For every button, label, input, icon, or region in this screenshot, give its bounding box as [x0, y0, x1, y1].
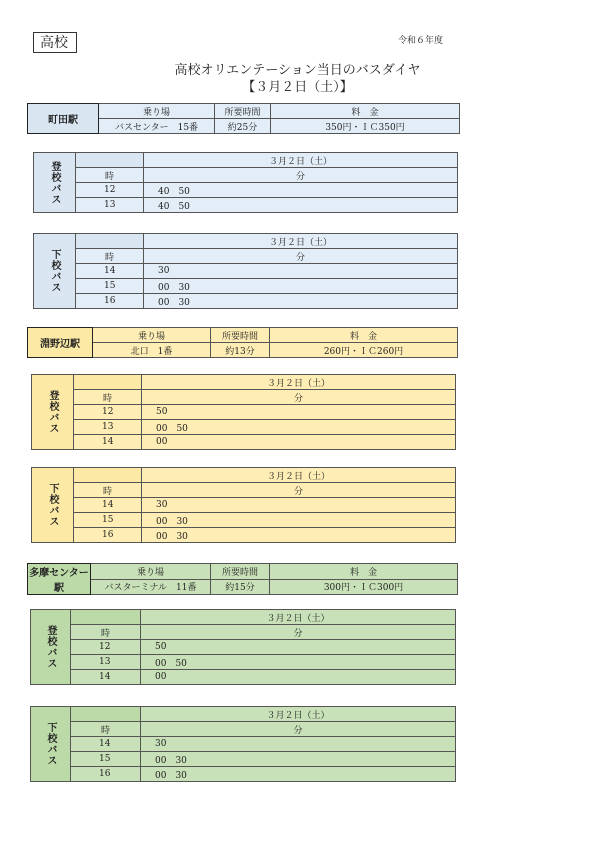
- hour-cell: 13: [74, 420, 142, 435]
- hour-cell: 16: [74, 528, 142, 543]
- minutes-cell: 50: [141, 640, 456, 655]
- fare-header: 料 金: [270, 564, 458, 580]
- timetable-tama-center-from-school: [30, 706, 456, 782]
- minute-header: 分: [142, 390, 456, 405]
- direction-label: 下校バス: [32, 468, 74, 543]
- minutes-cell: 40 50: [144, 198, 458, 213]
- duration-value: 約15分: [211, 579, 270, 595]
- minutes-cell: 00 50: [141, 655, 456, 670]
- fare-header: 料 金: [270, 328, 458, 343]
- table-row: [32, 435, 456, 450]
- hour-cell: 12: [71, 640, 141, 655]
- minutes-cell: 00 30: [144, 279, 458, 294]
- minutes-cell: 50: [142, 405, 456, 420]
- stop-value: バスターミナル 11番: [91, 579, 211, 595]
- station-name: 多摩センター駅: [28, 564, 91, 595]
- hour-cell: 14: [71, 670, 141, 685]
- hour-cell: 15: [71, 752, 141, 767]
- minute-header: 分: [141, 722, 456, 737]
- minute-header: 分: [144, 249, 458, 264]
- fare-value: 300円・ＩＣ300円: [270, 579, 458, 595]
- hour-header: 時: [74, 390, 142, 405]
- minutes-cell: 30: [144, 264, 458, 279]
- minutes-cell: 00 30: [142, 528, 456, 543]
- date-header: ３月２日（土）: [141, 707, 456, 722]
- timetable-tama-center-to-school: [30, 609, 456, 685]
- direction-label: 下校バス: [31, 707, 71, 782]
- minutes-cell: 00 30: [141, 767, 456, 782]
- minute-header: 分: [142, 483, 456, 498]
- hour-cell: 14: [74, 435, 142, 450]
- table-row: [34, 279, 458, 294]
- table-row: [32, 528, 456, 543]
- table-row: [31, 640, 456, 655]
- date-header: ３月２日（土）: [144, 234, 458, 249]
- table-row: [31, 737, 456, 752]
- date-header: ３月２日（土）: [142, 468, 456, 483]
- table-row: [34, 198, 458, 213]
- page-subtitle: 【３月２日（土）】: [242, 80, 353, 95]
- hour-header: 時: [76, 249, 144, 264]
- timetable-fuchinobe-from-school: [31, 467, 456, 543]
- hour-header: 時: [74, 483, 142, 498]
- minutes-cell: 30: [142, 498, 456, 513]
- duration-value: 約13分: [211, 343, 270, 358]
- station-info-tama-center: [27, 563, 458, 595]
- date-header: ３月２日（土）: [144, 153, 458, 168]
- school-label-box: 高校: [33, 32, 77, 53]
- table-row: [32, 420, 456, 435]
- hour-cell: 12: [76, 183, 144, 198]
- direction-label: 下校バス: [34, 234, 76, 309]
- station-name: 町田駅: [28, 104, 99, 134]
- table-row: [31, 655, 456, 670]
- duration-header: 所要時間: [211, 564, 270, 580]
- fare-value: 260円・ＩＣ260円: [270, 343, 458, 358]
- minutes-cell: 00: [142, 435, 456, 450]
- stop-header: 乗り場: [93, 328, 211, 343]
- hour-cell: 16: [76, 294, 144, 309]
- hour-header: 時: [76, 168, 144, 183]
- page-title: 高校オリエンテーション当日のバスダイヤ: [174, 63, 421, 78]
- hour-cell: 14: [74, 498, 142, 513]
- minutes-cell: 00 50: [142, 420, 456, 435]
- stop-header: 乗り場: [99, 104, 215, 119]
- timetable-machida-to-school: [33, 152, 458, 213]
- table-row: [34, 183, 458, 198]
- table-row: [32, 405, 456, 420]
- table-row: [34, 294, 458, 309]
- date-header: ３月２日（土）: [142, 375, 456, 390]
- duration-header: 所要時間: [211, 328, 270, 343]
- date-header: ３月２日（土）: [141, 610, 456, 625]
- hour-header: 時: [71, 625, 141, 640]
- minute-header: 分: [141, 625, 456, 640]
- fare-header: 料 金: [271, 104, 460, 119]
- hour-header: 時: [71, 722, 141, 737]
- hour-cell: 13: [76, 198, 144, 213]
- fiscal-year: 令和６年度: [398, 36, 444, 46]
- hour-cell: 14: [76, 264, 144, 279]
- table-row: [34, 264, 458, 279]
- table-row: [31, 752, 456, 767]
- minutes-cell: 30: [141, 737, 456, 752]
- station-info-machida: [27, 103, 460, 134]
- minutes-cell: 00 30: [144, 294, 458, 309]
- minutes-cell: 40 50: [144, 183, 458, 198]
- duration-header: 所要時間: [215, 104, 271, 119]
- fare-value: 350円・ＩＣ350円: [271, 119, 460, 134]
- hour-cell: 15: [76, 279, 144, 294]
- minutes-cell: 00 30: [141, 752, 456, 767]
- hour-cell: 12: [74, 405, 142, 420]
- table-row: [31, 767, 456, 782]
- hour-cell: 15: [74, 513, 142, 528]
- hour-cell: 16: [71, 767, 141, 782]
- timetable-machida-from-school: [33, 233, 458, 309]
- hour-cell: 14: [71, 737, 141, 752]
- minute-header: 分: [144, 168, 458, 183]
- station-info-fuchinobe: [27, 327, 458, 358]
- table-row: [32, 498, 456, 513]
- direction-label: 登校バス: [31, 610, 71, 685]
- duration-value: 約25分: [215, 119, 271, 134]
- stop-header: 乗り場: [91, 564, 211, 580]
- hour-cell: 13: [71, 655, 141, 670]
- stop-value: 北口 1番: [93, 343, 211, 358]
- timetable-fuchinobe-to-school: [31, 374, 456, 450]
- direction-label: 登校バス: [32, 375, 74, 450]
- table-row: [32, 513, 456, 528]
- minutes-cell: 00 30: [142, 513, 456, 528]
- station-name: 淵野辺駅: [28, 328, 93, 358]
- minutes-cell: 00: [141, 670, 456, 685]
- table-row: [31, 670, 456, 685]
- direction-label: 登校バス: [34, 153, 76, 213]
- stop-value: バスセンター 15番: [99, 119, 215, 134]
